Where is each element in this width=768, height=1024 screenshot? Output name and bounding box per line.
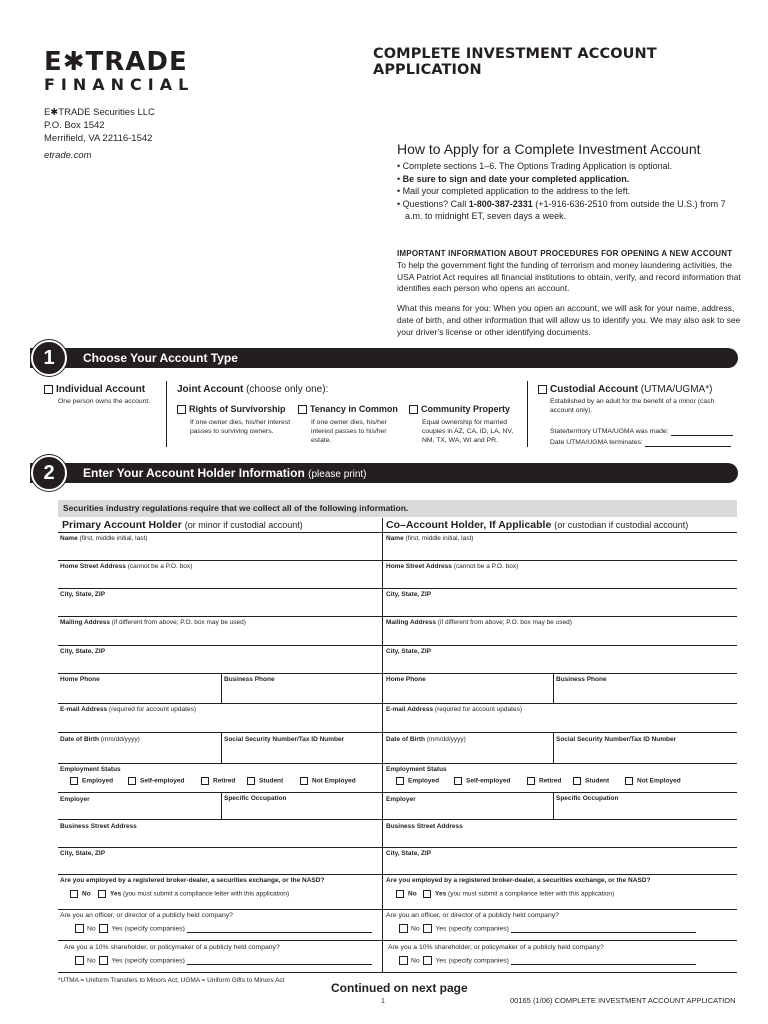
- co-shareholder-answer[interactable]: No Yes (specify companies): [399, 956, 696, 965]
- how-to-apply-box: [397, 141, 742, 223]
- custodial-account-option[interactable]: Custodial Account (UTMA/UGMA*): [538, 384, 712, 396]
- cell-divider: [221, 673, 222, 703]
- important-paragraph-2: What this means for you: When you open an account, we will ask for your name, address, date of birth, and other information that will allow us to identify you. We may also ask to see your driver’s license or other identifying documents.: [397, 303, 741, 337]
- tenancy-in-common-description: If one owner dies, his/her interest passes to his/her estate.: [311, 419, 387, 444]
- grid-line: [58, 763, 737, 764]
- community-property-checkbox[interactable]: [409, 405, 418, 414]
- co-broker-no-option[interactable]: No: [396, 890, 417, 898]
- primary-employer-field[interactable]: Employer: [60, 796, 90, 803]
- co-self-employed-option[interactable]: Self-employed: [454, 777, 510, 785]
- section-1-number: 1: [31, 340, 67, 376]
- divider: [527, 381, 528, 447]
- co-employment-status-label: Employment Status: [386, 766, 447, 773]
- primary-broker-question: Are you employed by a registered broker-dealer, a securities exchange, or the NASD?: [60, 877, 325, 884]
- individual-account-checkbox[interactable]: [44, 385, 53, 394]
- list-item: • Be sure to sign and date your completed application.: [397, 173, 742, 186]
- cell-divider: [553, 673, 554, 703]
- section-2-number: 2: [31, 455, 67, 491]
- rights-of-survivorship-checkbox[interactable]: [177, 405, 186, 414]
- individual-account-description: One person owns the account.: [58, 398, 151, 405]
- grid-line: [58, 616, 737, 617]
- primary-occupation-field[interactable]: Specific Occupation: [224, 795, 287, 802]
- grid-line: [58, 703, 737, 704]
- co-employed-option[interactable]: Employed: [396, 777, 439, 785]
- co-holder-heading: Co–Account Holder, If Applicable (or custodian if custodial account): [386, 519, 689, 531]
- primary-name-field[interactable]: Name (first, middle initial, last): [60, 535, 148, 542]
- co-name-field[interactable]: Name (first, middle initial, last): [386, 535, 474, 542]
- co-not-employed-option[interactable]: Not Employed: [625, 777, 681, 785]
- grid-line: [58, 673, 737, 674]
- utma-state-field[interactable]: State/territory UTMA/UGMA was made:: [550, 427, 733, 436]
- continued-notice: Continued on next page: [331, 981, 468, 995]
- primary-city-state-zip-field[interactable]: City, State, ZIP: [60, 591, 106, 598]
- address-line-company: E✱TRADE Securities LLC: [44, 107, 155, 118]
- primary-self-employed-option[interactable]: Self-employed: [128, 777, 184, 785]
- important-paragraph-1: To help the government fight the funding of terrorism and money laundering activities, the USA Patriot Act requires all financial institutions to obtain, verify, and record information that identifies each person who opens an account.: [397, 259, 741, 294]
- grid-line: [58, 819, 737, 820]
- grid-line: [58, 940, 737, 941]
- co-ssn-field[interactable]: Social Security Number/Tax ID Number: [556, 736, 677, 743]
- co-mailing-city-field[interactable]: City, State, ZIP: [386, 648, 432, 655]
- address-line-pobox: P.O. Box 1542: [44, 120, 105, 131]
- footnote: *UTMA = Uniform Transfers to Minors Act; UGMA = Uniform Gifts to Minors Act: [58, 977, 285, 984]
- co-business-phone-field[interactable]: Business Phone: [556, 676, 607, 683]
- primary-business-city-field[interactable]: City, State, ZIP: [60, 850, 106, 857]
- primary-broker-no-option[interactable]: No: [70, 890, 91, 898]
- list-item: • Complete sections 1–6. The Options Trading Application is optional.: [397, 160, 742, 173]
- primary-broker-yes-option[interactable]: Yes (you must submit a compliance letter with this application): [98, 890, 289, 898]
- primary-holder-heading: Primary Account Holder (or minor if custodial account): [62, 519, 303, 531]
- primary-business-phone-field[interactable]: Business Phone: [224, 676, 275, 683]
- primary-employed-option[interactable]: Employed: [70, 777, 113, 785]
- co-officer-answer[interactable]: No Yes (specify companies): [399, 924, 696, 933]
- co-home-address-field[interactable]: Home Street Address (cannot be a P.O. box): [386, 563, 519, 570]
- important-information: [397, 248, 742, 347]
- primary-retired-option[interactable]: Retired: [201, 777, 235, 785]
- joint-account-heading: Joint Account (choose only one):: [177, 384, 329, 395]
- co-mailing-address-field[interactable]: Mailing Address (if different from above; P.O. box may be used): [386, 619, 572, 626]
- website-link[interactable]: etrade.com: [44, 150, 92, 161]
- primary-officer-answer[interactable]: No Yes (specify companies): [75, 924, 372, 933]
- list-item: • Questions? Call 1-800-387-2331 (+1-916-636-2510 from outside the U.S.) from 7 a.m. to midnight ET, seven days a week.: [397, 198, 742, 223]
- rights-of-survivorship-option[interactable]: Rights of Survivorship: [177, 404, 286, 415]
- grid-line: [58, 972, 737, 973]
- co-dob-field[interactable]: Date of Birth (mm/dd/yyyy): [386, 736, 466, 743]
- primary-shareholder-question: Are you a 10% shareholder, or policymaker of a publicly held company?: [64, 944, 280, 951]
- cell-divider: [553, 792, 554, 819]
- important-heading: IMPORTANT INFORMATION ABOUT PROCEDURES FOR OPENING A NEW ACCOUNT: [397, 249, 733, 258]
- address-line-city: Merrifield, VA 22116-1542: [44, 133, 153, 144]
- primary-mailing-city-field[interactable]: City, State, ZIP: [60, 648, 106, 655]
- primary-home-address-field[interactable]: Home Street Address (cannot be a P.O. box): [60, 563, 193, 570]
- primary-mailing-address-field[interactable]: Mailing Address (if different from above; P.O. box may be used): [60, 619, 246, 626]
- document-title: COMPLETE INVESTMENT ACCOUNT APPLICATION: [373, 46, 657, 78]
- primary-officer-question: Are you an officer, or director of a publicly held company?: [60, 912, 233, 919]
- form-number: 00165 (1/06) COMPLETE INVESTMENT ACCOUNT APPLICATION: [510, 996, 736, 1005]
- primary-shareholder-answer[interactable]: No Yes (specify companies): [75, 956, 372, 965]
- primary-business-address-field[interactable]: Business Street Address: [60, 823, 137, 830]
- community-property-option[interactable]: Community Property: [409, 404, 510, 415]
- rights-of-survivorship-description: If one owner dies, his/her interest passes to surviving owners.: [190, 419, 291, 435]
- tenancy-in-common-checkbox[interactable]: [298, 405, 307, 414]
- page-number: 1: [381, 998, 385, 1005]
- grid-line: [58, 732, 737, 733]
- co-shareholder-question: Are you a 10% shareholder, or policymaker of a publicly held company?: [388, 944, 604, 951]
- how-to-apply-list: [397, 160, 742, 223]
- individual-account-option[interactable]: Individual Account: [44, 384, 145, 396]
- primary-employment-status-label: Employment Status: [60, 766, 121, 773]
- community-property-description: Equal ownership for married couples in AZ, CA, ID, LA, NV, NM, TX, WA, WI and PR.: [422, 419, 514, 444]
- primary-not-employed-option[interactable]: Not Employed: [300, 777, 356, 785]
- co-email-field[interactable]: E-mail Address (required for account updates): [386, 706, 522, 713]
- cell-divider: [553, 732, 554, 763]
- primary-email-field[interactable]: E-mail Address (required for account updates): [60, 706, 196, 713]
- custodial-account-description: Established by an adult for the benefit of a minor (cash account only).: [550, 398, 715, 414]
- section-2-title: Enter Your Account Holder Information (please print): [83, 466, 367, 480]
- divider: [166, 381, 167, 447]
- logo-wordmark: E✱TRADE: [44, 47, 188, 77]
- regulation-notice: Securities industry regulations require that we collect all of the following information.: [58, 500, 737, 517]
- grid-line: [58, 560, 737, 561]
- logo-subtitle: FINANCIAL: [44, 75, 195, 94]
- grid-line: [58, 588, 737, 589]
- phone-number[interactable]: 1-800-387-2331: [468, 198, 533, 209]
- co-employer-field[interactable]: Employer: [386, 796, 416, 803]
- grid-line: [58, 792, 737, 793]
- cell-divider: [221, 792, 222, 819]
- co-student-option[interactable]: Student: [573, 777, 609, 785]
- primary-student-option[interactable]: Student: [247, 777, 283, 785]
- grid-line: [58, 909, 737, 910]
- co-occupation-field[interactable]: Specific Occupation: [556, 795, 619, 802]
- primary-dob-field[interactable]: Date of Birth (mm/dd/yyyy): [60, 736, 140, 743]
- list-item: • Mail your completed application to the address to the left.: [397, 185, 742, 198]
- custodial-account-checkbox[interactable]: [538, 385, 547, 394]
- grid-line: [58, 645, 737, 646]
- primary-home-phone-field[interactable]: Home Phone: [60, 676, 100, 683]
- grid-line: [58, 874, 737, 875]
- how-to-apply-title: How to Apply for a Complete Investment Account: [397, 141, 701, 157]
- grid-line: [58, 532, 737, 533]
- co-retired-option[interactable]: Retired: [527, 777, 561, 785]
- primary-ssn-field[interactable]: Social Security Number/Tax ID Number: [224, 736, 345, 743]
- cell-divider: [221, 732, 222, 763]
- etrade-financial-logo: [44, 47, 224, 96]
- co-officer-question: Are you an officer, or director of a publicly held company?: [386, 912, 559, 919]
- co-broker-yes-option[interactable]: Yes (you must submit a compliance letter with this application): [423, 890, 614, 898]
- co-business-city-field[interactable]: City, State, ZIP: [386, 850, 432, 857]
- co-broker-question: Are you employed by a registered broker-dealer, a securities exchange, or the NASD?: [386, 877, 651, 884]
- co-business-address-field[interactable]: Business Street Address: [386, 823, 463, 830]
- utma-terminates-field[interactable]: Date UTMA/UGMA terminates:: [550, 438, 731, 447]
- section-1-title: Choose Your Account Type: [83, 351, 238, 365]
- grid-line: [58, 847, 737, 848]
- co-home-phone-field[interactable]: Home Phone: [386, 676, 426, 683]
- column-divider: [382, 518, 383, 973]
- co-city-state-zip-field[interactable]: City, State, ZIP: [386, 591, 432, 598]
- mailing-address-block: [44, 106, 155, 145]
- tenancy-in-common-option[interactable]: Tenancy in Common: [298, 404, 398, 415]
